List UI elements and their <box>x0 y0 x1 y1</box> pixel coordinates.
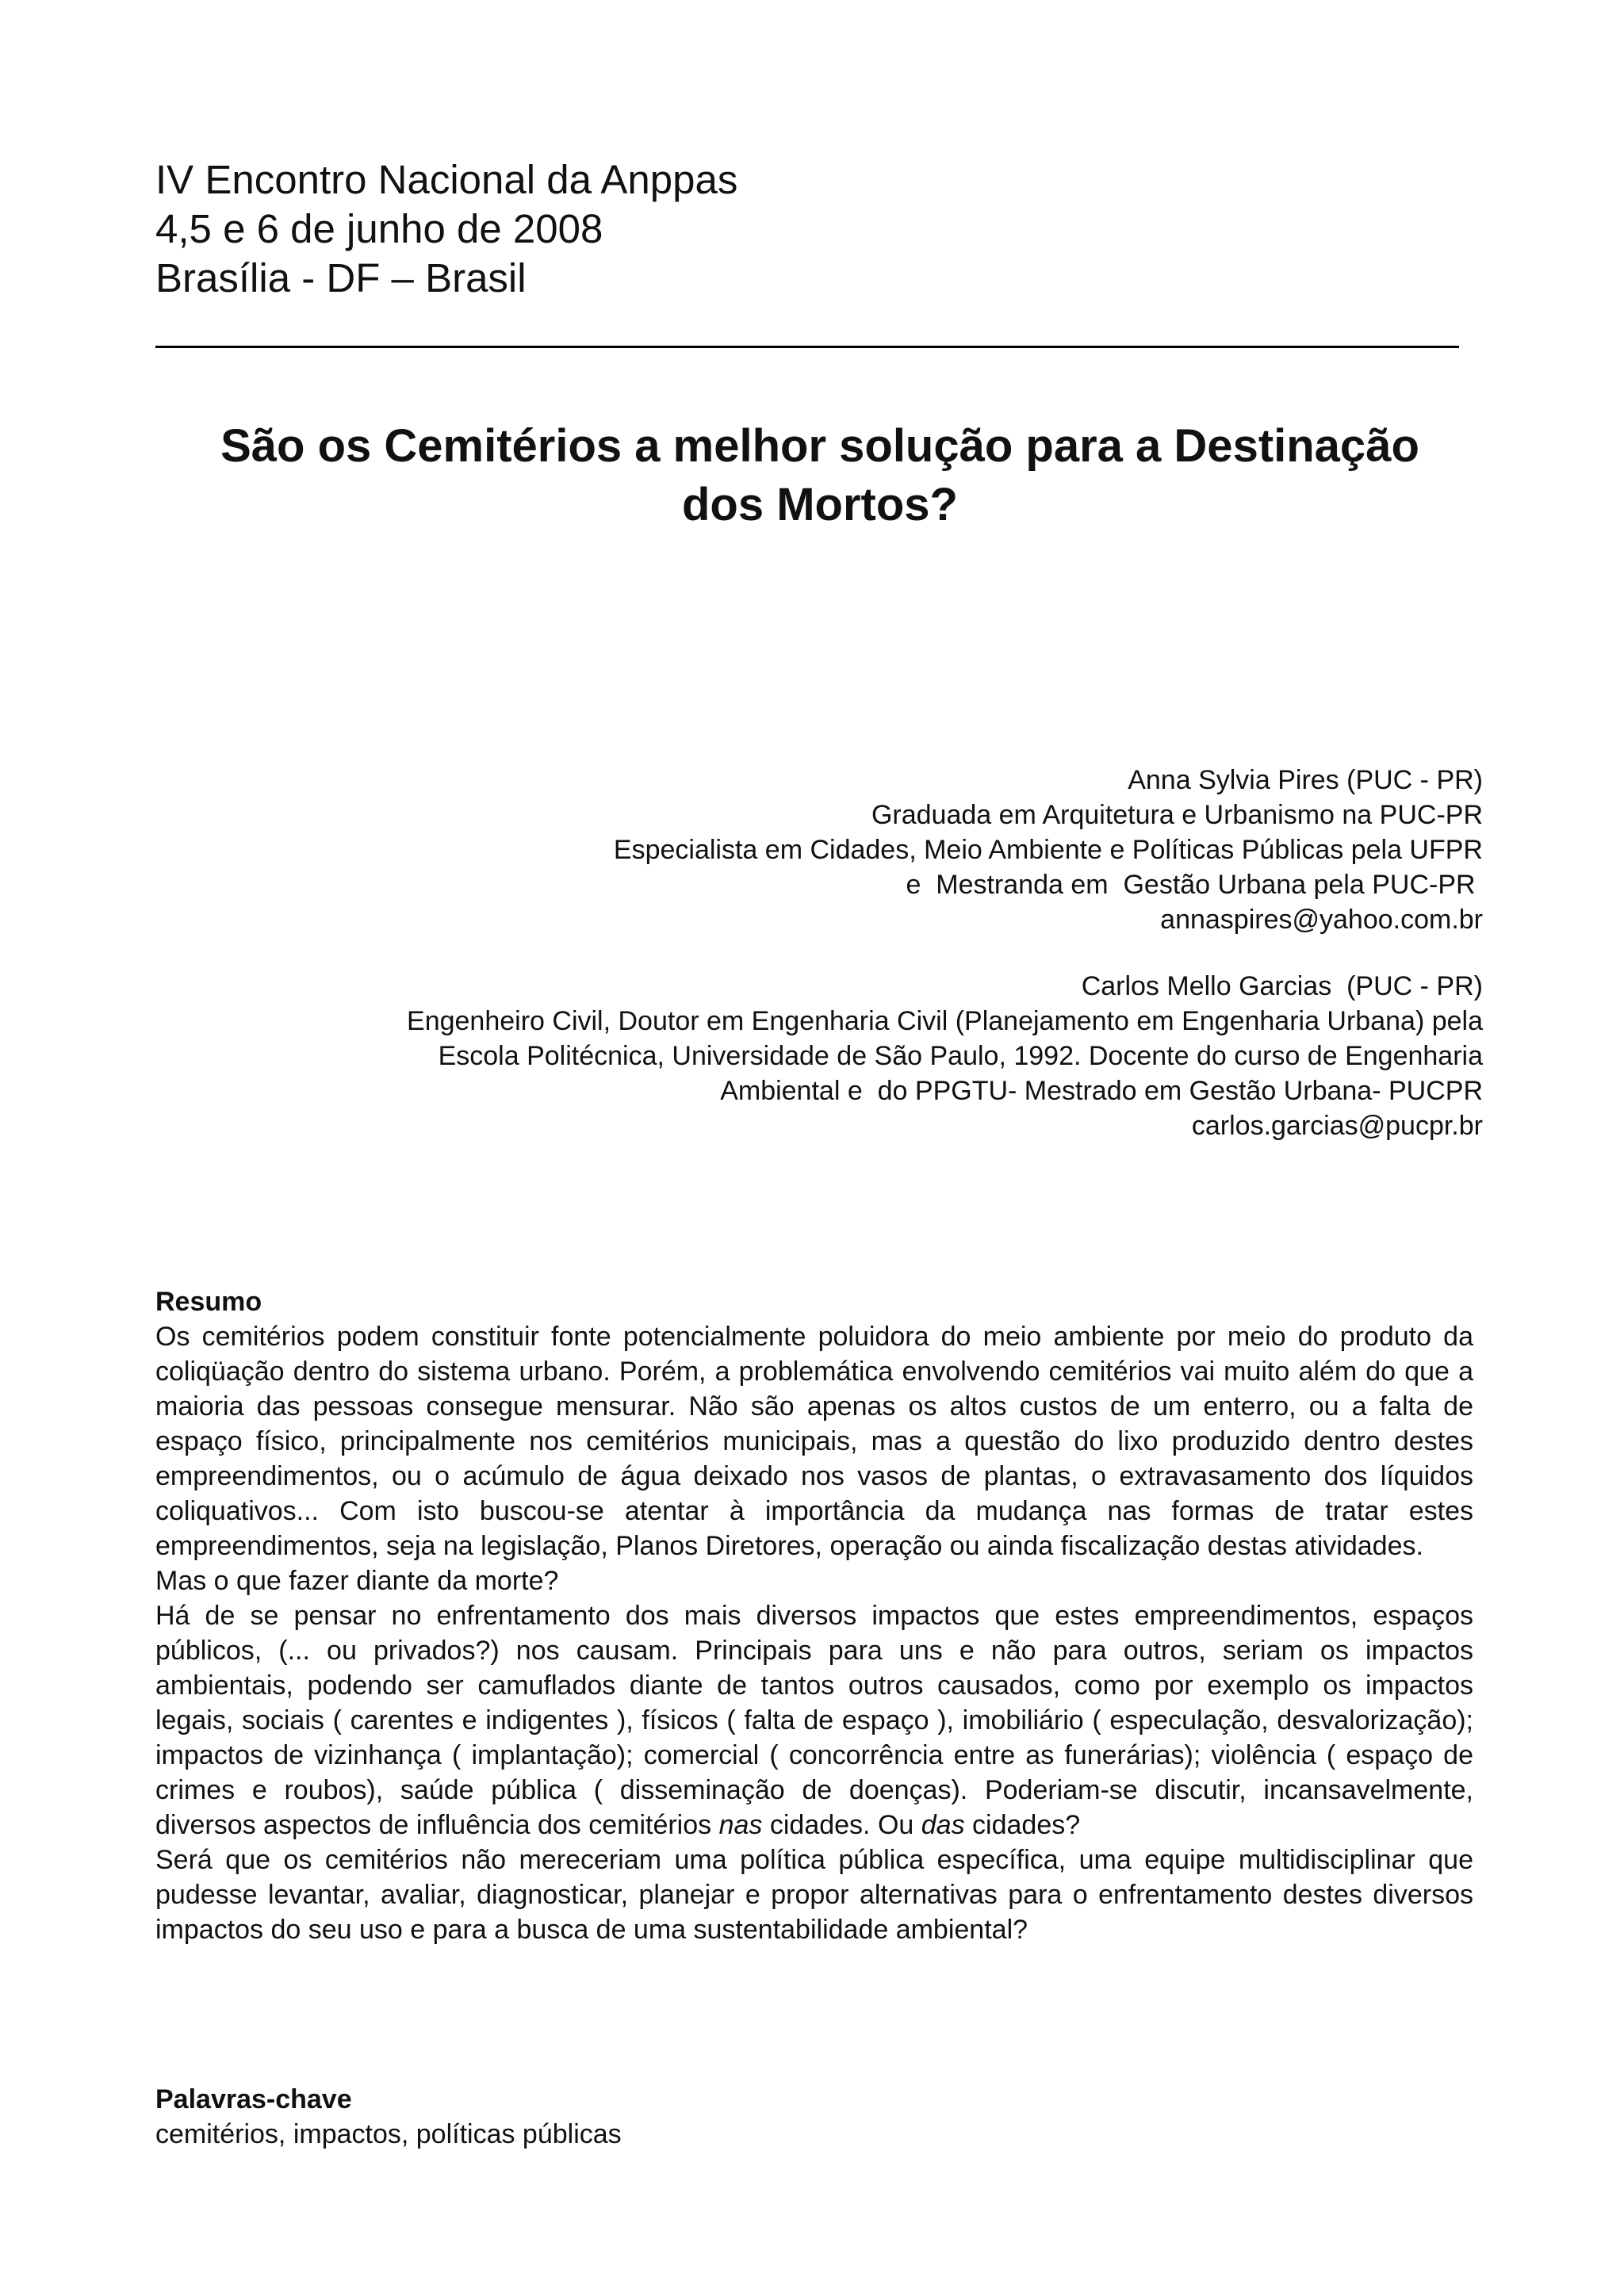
author-block-pires <box>614 763 1483 937</box>
header-divider <box>155 346 1459 348</box>
abstract-text: cidades? <box>964 1810 1081 1840</box>
abstract-text: Há de se pensar no enfrentamento dos mais diversos impactos que estes empreendimentos, espaços públicos, (... ou privados?) nos causam. Principais para uns e não para outros, seriam os impactos ambientais, podendo ser camuflados diante de tantos outros causados, como por exemplo os impactos legais, sociais ( carentes e indigentes ), físicos ( falta de espaço ), imobiliário ( especulação, desvalorização); impactos de vizinhança ( implantação); comercial ( concorrência entre as funerárias); violência ( espaço de crimes e roubos), saúde pública ( disseminação de doenças). Poderiam-se discutir, incansavelmente, diversos aspectos de influência dos cemitérios <box>155 1601 1473 1840</box>
author-email: annaspires@yahoo.com.br <box>1160 905 1483 935</box>
author-affiliation: Engenheiro Civil, Doutor em Engenharia Civil (Planejamento em Engenharia Urbana) pela <box>407 1006 1483 1036</box>
author-affiliation: Escola Politécnica, Universidade de São Paulo, 1992. Docente do curso de Engenharia <box>438 1041 1483 1071</box>
abstract-text: cidades. Ou <box>762 1810 921 1840</box>
emphasis-nas: nas <box>718 1810 763 1840</box>
paper-title-line-2: dos Mortos? <box>682 479 958 530</box>
conference-name: IV Encontro Nacional da Anppas <box>155 157 738 202</box>
author-affiliation: Ambiental e do PPGTU- Mestrado em Gestão Urbana- PUCPR <box>720 1076 1483 1106</box>
paper-title-line-1: São os Cemitérios a melhor solução para a Destinação <box>220 420 1419 472</box>
author-name: Anna Sylvia Pires (PUC - PR) <box>1128 765 1483 795</box>
paper-title <box>155 417 1484 534</box>
keywords-text: cemitérios, impactos, políticas públicas <box>155 2119 622 2149</box>
author-affiliation: Especialista em Cidades, Meio Ambiente e Políticas Públicas pela UFPR <box>613 835 1483 865</box>
author-affiliation: Graduada em Arquitetura e Urbanismo na PUC-PR <box>871 800 1483 830</box>
author-name: Carlos Mello Garcias (PUC - PR) <box>1081 971 1483 1001</box>
author-affiliation: e Mestranda em Gestão Urbana pela PUC-PR <box>906 870 1483 900</box>
emphasis-das: das <box>921 1810 965 1840</box>
abstract-body <box>155 1319 1473 1947</box>
abstract-paragraph <box>155 1598 1473 1843</box>
conference-header <box>155 155 737 303</box>
keywords-heading: Palavras-chave <box>155 2084 352 2114</box>
conference-dates: 4,5 e 6 de junho de 2008 <box>155 206 603 251</box>
conference-location: Brasília - DF – Brasil <box>155 255 527 300</box>
author-block-garcias <box>407 969 1483 1143</box>
abstract-paragraph: Os cemitérios podem constituir fonte potencialmente poluidora do meio ambiente por meio do produto da coliqüação dentro do sistema urbano. Porém, a problemática envolvendo cemitérios vai muito além do que a maioria das pessoas consegue mensurar. Não são apenas os altos custos de um enterro, ou a falta de espaço físico, principalmente nos cemitérios municipais, mas a questão do lixo produzido dentro destes empreendimentos, ou o acúmulo de água deixado nos vasos de plantas, o extravasamento dos líquidos coliquativos... Com isto buscou-se atentar à importância da mudança nas formas de tratar estes empreendimentos, seja na legislação, Planos Diretores, operação ou ainda fiscalização destas atividades. <box>155 1322 1473 1561</box>
abstract-question: Mas o que fazer diante da morte? <box>155 1566 559 1596</box>
abstract-heading: Resumo <box>155 1287 262 1317</box>
abstract-paragraph: Será que os cemitérios não mereceriam uma política pública específica, uma equipe multidisciplinar que pudesse levantar, avaliar, diagnosticar, planejar e propor alternativas para o enfrentamento destes diversos impactos do seu uso e para a busca de uma sustentabilidade ambiental? <box>155 1845 1473 1945</box>
author-email: carlos.garcias@pucpr.br <box>1191 1111 1483 1141</box>
